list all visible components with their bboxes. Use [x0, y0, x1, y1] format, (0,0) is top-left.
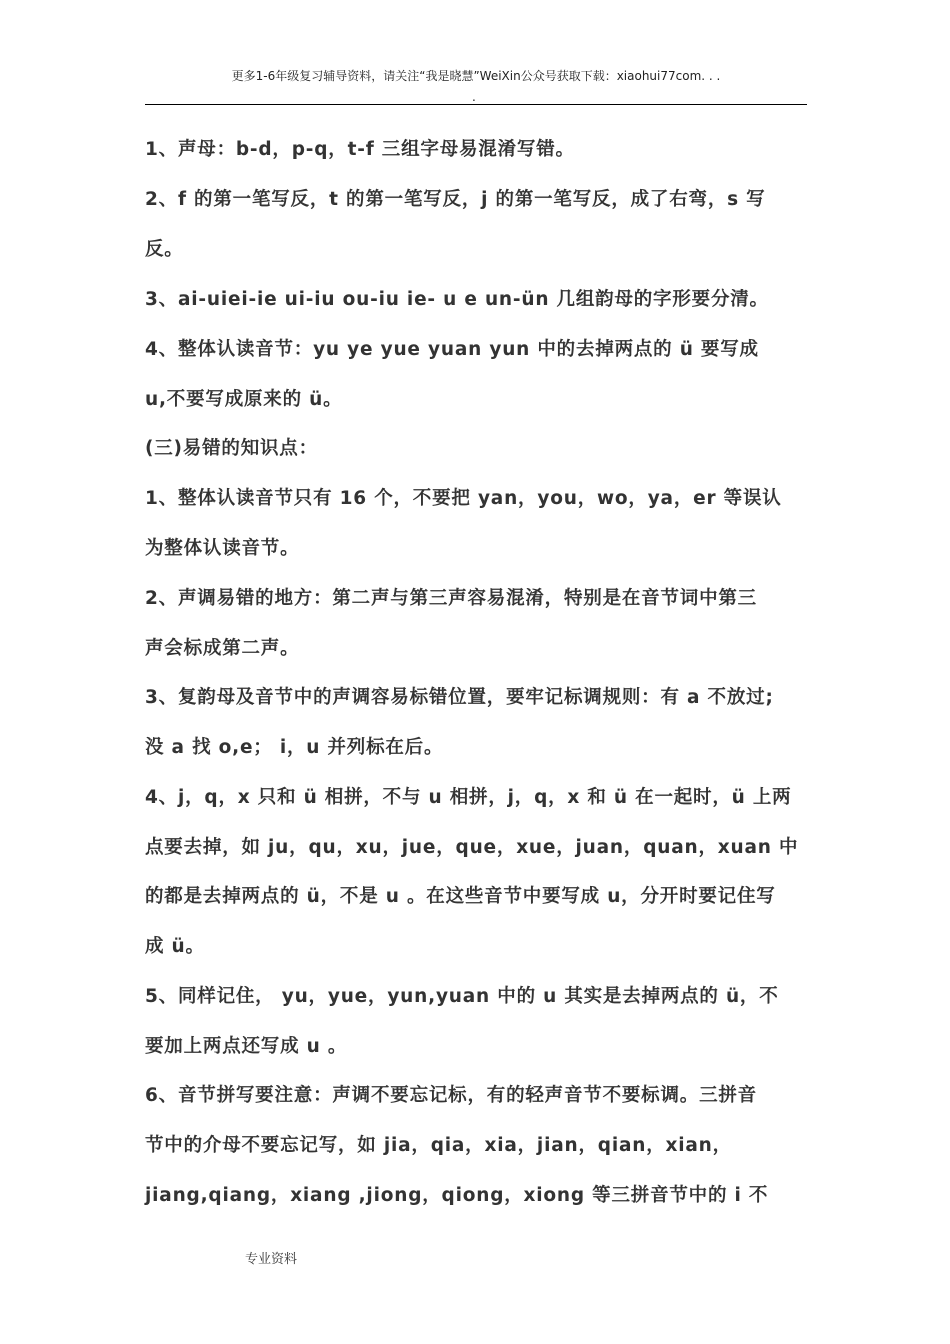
- text-line: 6、音节拼写要注意：声调不要忘记标，有的轻声音节不要标调。三拼音: [145, 1085, 757, 1106]
- text-line: u,不要写成原来的 ü。: [145, 389, 343, 410]
- text-line: 3、ai-uiei-ie ui-iu ou-iu ie- u e un-ün 几组韵母的字形要分清。: [145, 289, 769, 310]
- text-line: 声会标成第二声。: [145, 638, 300, 659]
- page-header: 更多1-6年级复习辅导资料，请关注“我是晓慧”WeiXin公众号获取下载：xiaohui77com. . .: [231, 69, 721, 83]
- text-line: 3、复韵母及音节中的声调容易标错位置，要牢记标调规则：有 a 不放过;: [145, 687, 774, 708]
- text-line: 成 ü。: [145, 936, 205, 957]
- text-line: 要加上两点还写成 u 。: [145, 1036, 348, 1057]
- text-line: 1、整体认读音节只有 16 个，不要把 yan，you，wo，ya，er 等误认: [145, 488, 782, 509]
- page-footer: 专业资料: [245, 1252, 298, 1267]
- text-line: 2、声调易错的地方：第二声与第三声容易混淆，特别是在音节词中第三: [145, 588, 757, 609]
- text-line: 没 a 找 o,e； i，u 并列标在后。: [145, 737, 444, 758]
- text-line: jiang,qiang，xiang ,jiong，qiong，xiong 等三拼音节中的 i 不: [145, 1185, 769, 1206]
- section-heading: (三)易错的知识点：: [145, 438, 318, 459]
- text-line: 为整体认读音节。: [145, 538, 300, 559]
- text-line: 的都是去掉两点的 ü，不是 u 。在这些音节中要写成 u，分开时要记住写: [145, 886, 776, 907]
- header-dot: .: [472, 90, 476, 104]
- text-line: 4、整体认读音节：yu ye yue yuan yun 中的去掉两点的 ü 要写成: [145, 339, 759, 360]
- text-line: 反。: [145, 239, 184, 260]
- text-line: 点要去掉，如 ju，qu，xu，jue，que，xue，juan，quan，xuan 中: [145, 837, 799, 858]
- header-divider: [145, 104, 807, 105]
- text-line: 节中的介母不要忘记写，如 jia，qia，xia，jian，qian，xian，: [145, 1135, 732, 1156]
- text-line: 1、声母：b-d，p-q，t-f 三组字母易混淆写错。: [145, 139, 575, 160]
- text-line: 5、同样记住， yu，yue，yun,yuan 中的 u 其实是去掉两点的 ü，不: [145, 986, 779, 1007]
- text-line: 4、j，q，x 只和 ü 相拼，不与 u 相拼，j，q，x 和 ü 在一起时，ü 上两: [145, 787, 792, 808]
- text-line: 2、f 的第一笔写反，t 的第一笔写反，j 的第一笔写反，成了右弯，s 写: [145, 189, 766, 210]
